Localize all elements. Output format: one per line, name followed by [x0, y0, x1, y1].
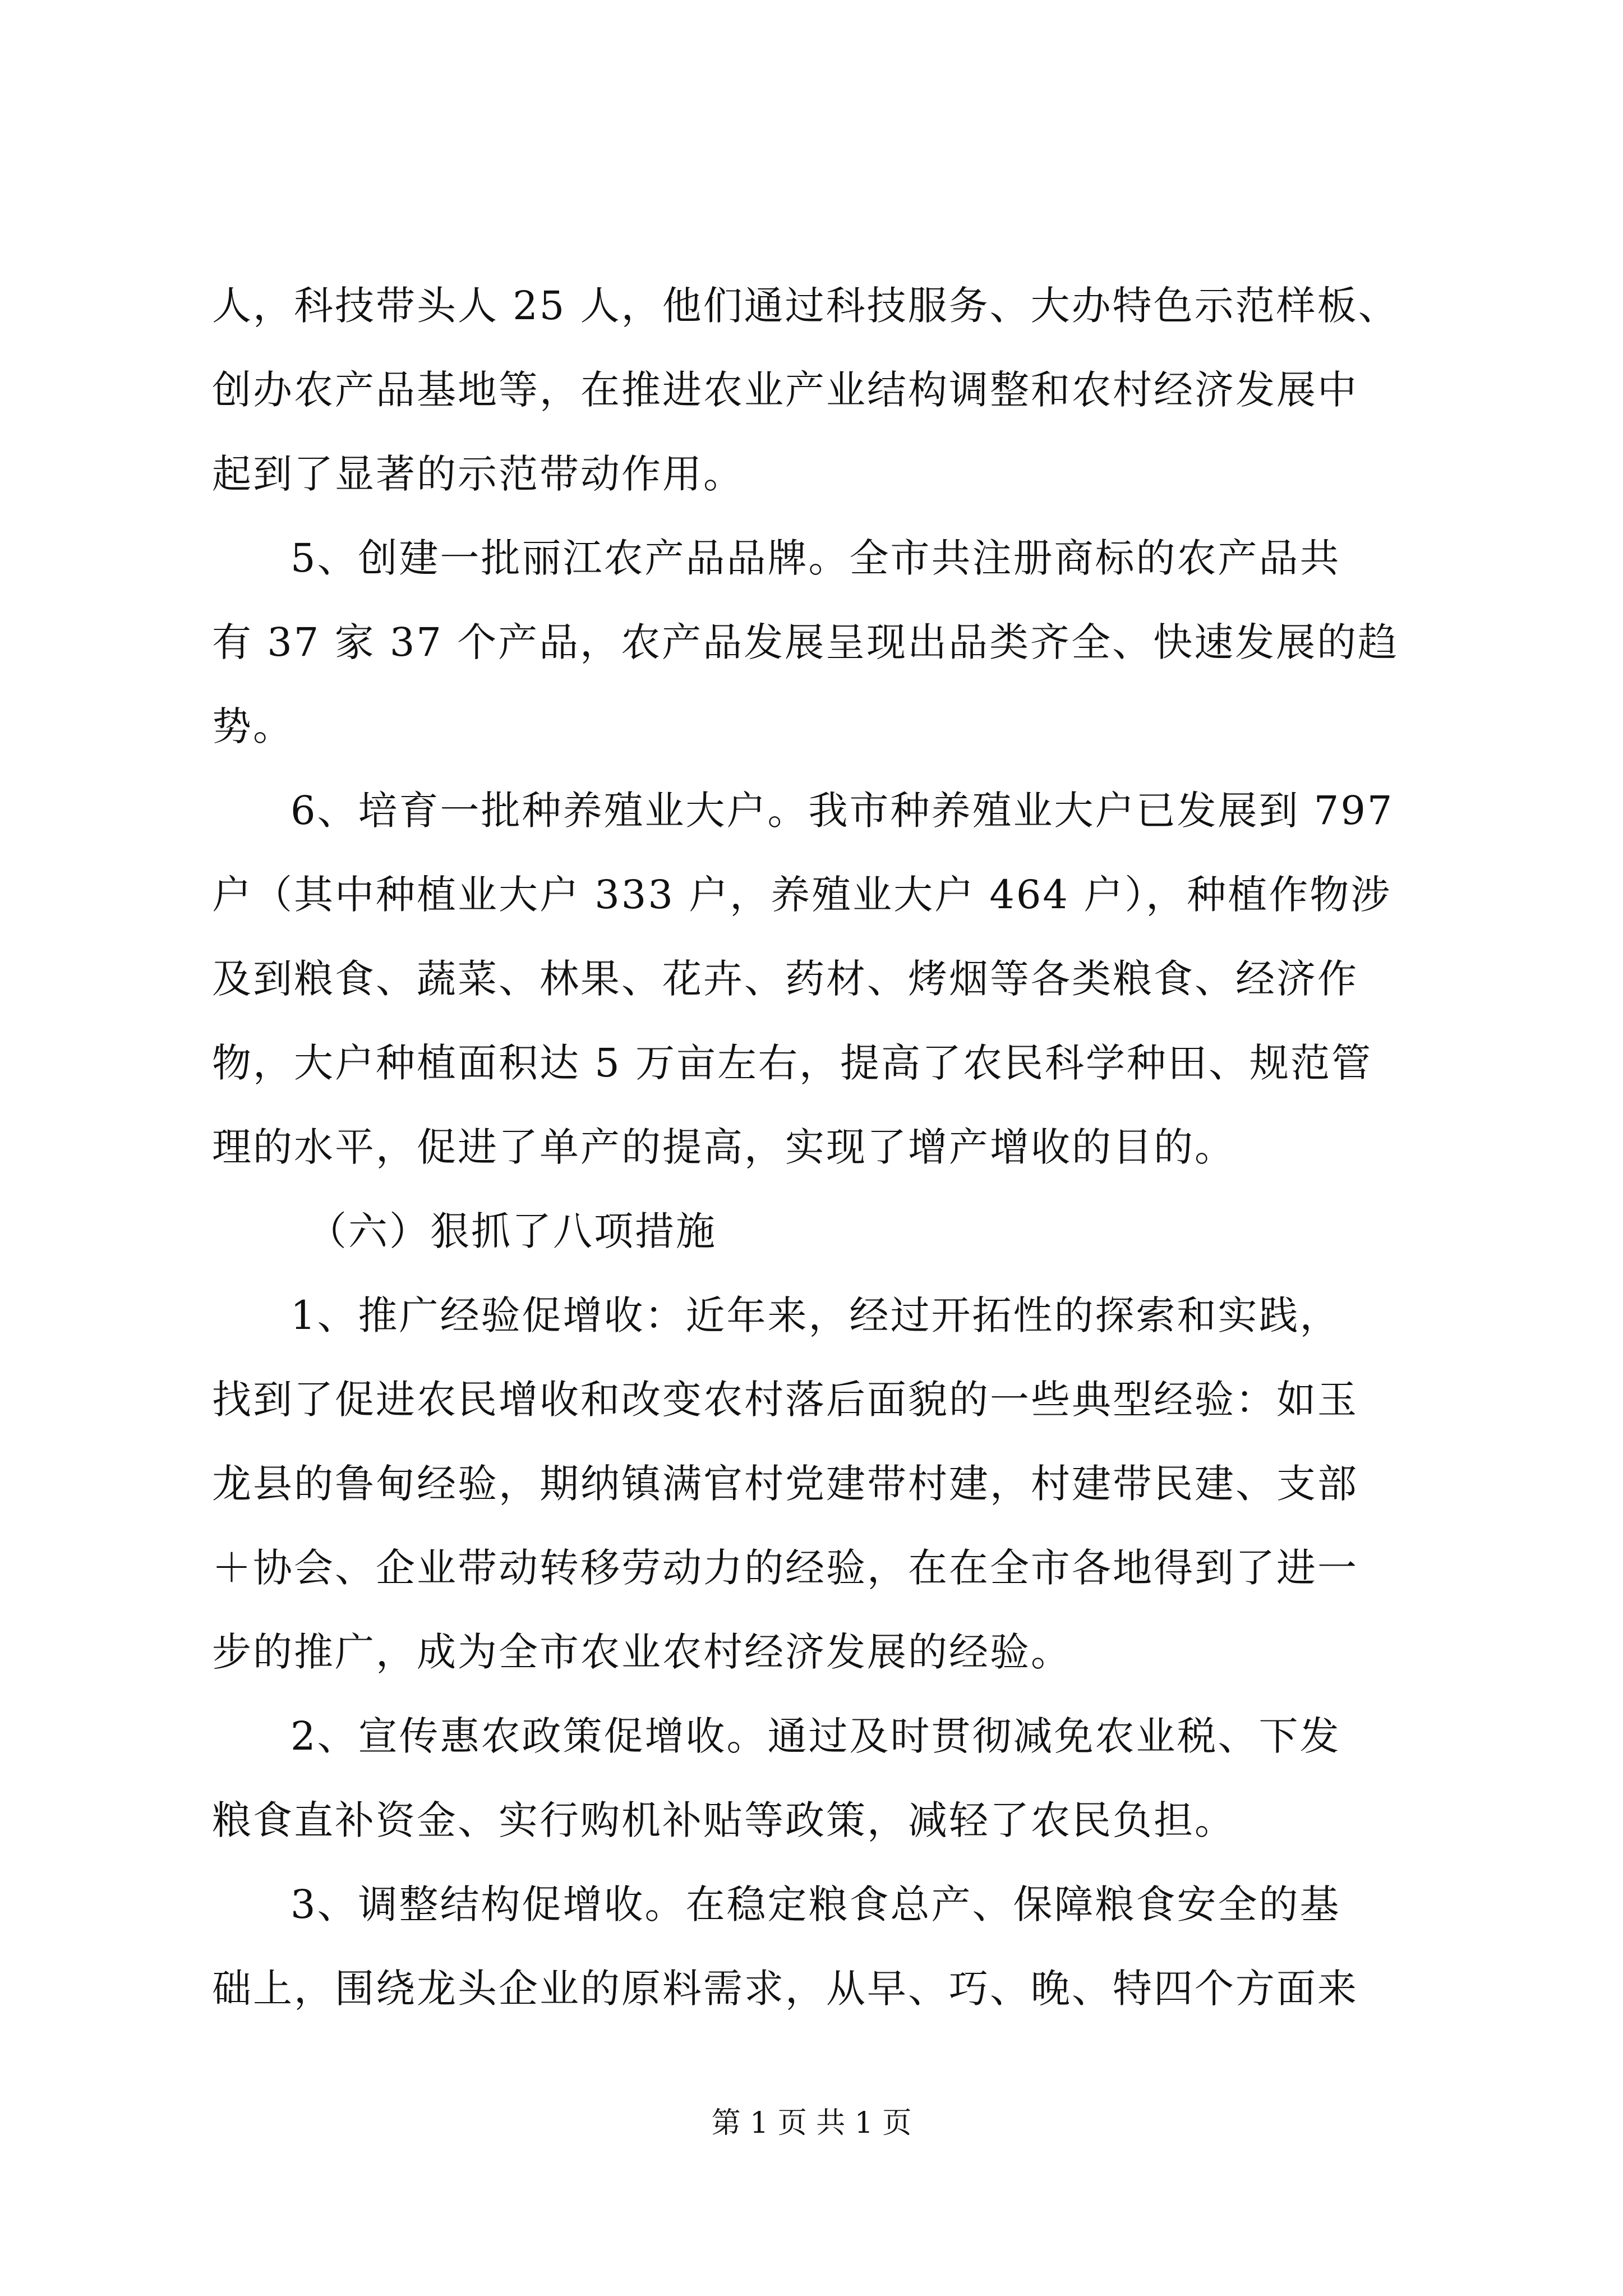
text-line: 5、创建一批丽江农产品品牌。全市共注册商标的农产品共 — [291, 535, 1341, 581]
text-line: 势。 — [212, 703, 294, 749]
text-line: 及到粮食、蔬菜、林果、花卉、药材、烤烟等各类粮食、经济作 — [212, 956, 1358, 1002]
text-line: 步的推广，成为全市农业农村经济发展的经验。 — [212, 1629, 1072, 1675]
text-line: 粮食直补资金、实行购机补贴等政策，减轻了农民负担。 — [212, 1797, 1235, 1843]
text-line: 1、推广经验促增收：近年来，经过开拓性的探索和实践， — [291, 1292, 1341, 1338]
section-heading: （六）狠抓了八项措施 — [307, 1208, 717, 1254]
text-line: 理的水平，促进了单产的提高，实现了增产增收的目的。 — [212, 1124, 1235, 1170]
document-body — [212, 264, 1418, 2031]
text-line: 人，科技带头人 25 人，他们通过科技服务、大办特色示范样板、 — [212, 283, 1399, 329]
text-line: 2、宣传惠农政策促增收。通过及时贯彻减免农业税、下发 — [291, 1713, 1341, 1759]
page-footer: 第 1 页 共 1 页 — [711, 2106, 912, 2140]
text-line: 物，大户种植面积达 5 万亩左右，提高了农民科学种田、规范管 — [212, 1040, 1373, 1086]
text-line: 创办农产品基地等，在推进农业产业结构调整和农村经济发展中 — [212, 367, 1358, 413]
text-line: 找到了促进农民增收和改变农村落后面貌的一些典型经验：如玉 — [212, 1377, 1358, 1423]
text-line: ＋协会、企业带动转移劳动力的经验，在在全市各地得到了进一 — [212, 1545, 1358, 1591]
text-line: 户（其中种植业大户 333 户，养殖业大户 464 户），种植作物涉 — [212, 872, 1392, 918]
text-line: 础上，围绕龙头企业的原料需求，从早、巧、晚、特四个方面来 — [212, 1966, 1358, 2012]
text-line: 6、培育一批种养殖业大户。我市种养殖业大户已发展到 797 — [291, 788, 1394, 834]
text-line: 有 37 家 37 个产品，农产品发展呈现出品类齐全、快速发展的趋 — [212, 619, 1399, 665]
text-line: 3、调整结构促增收。在稳定粮食总产、保障粮食安全的基 — [291, 1881, 1341, 1927]
text-line: 龙县的鲁甸经验，期纳镇满官村党建带村建，村建带民建、支部 — [212, 1461, 1358, 1507]
text-line: 起到了显著的示范带动作用。 — [212, 451, 744, 497]
